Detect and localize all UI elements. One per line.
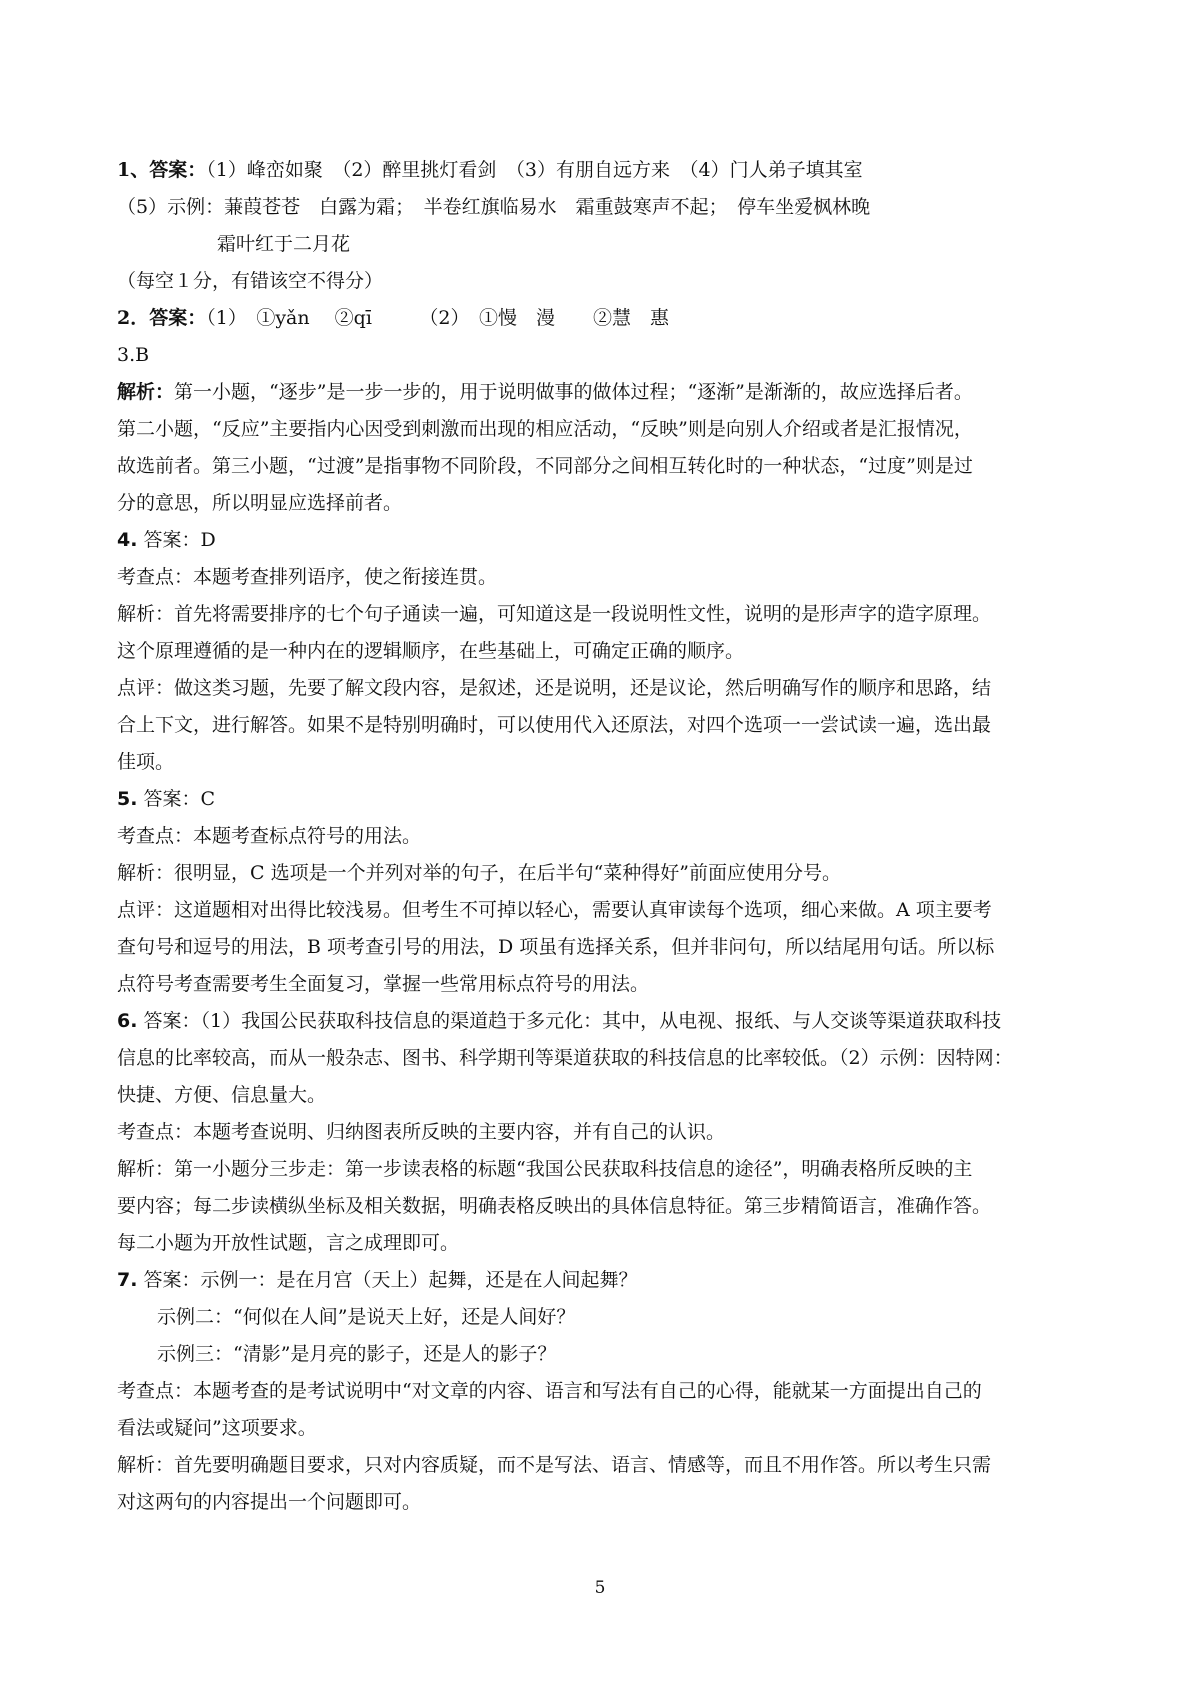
q3-analysis-line-3: 故选前者。第三小题，“过渡”是指事物不同阶段，不同部分之间相互转化时的一种状态，“过度”则是过 <box>117 455 973 477</box>
q7-line-2: 看法或疑问”这项要求。 <box>117 1417 317 1439</box>
q6-line-2: 快捷、方便、信息量大。 <box>117 1084 327 1106</box>
q4-line-3: 这个原理遵循的是一种内在的逻辑顺序，在些基础上，可确定正确的顺序。 <box>117 640 745 662</box>
q6-line-6: 每二小题为开放性试题，言之成理即可。 <box>117 1232 460 1254</box>
q6-line-1: 信息的比率较高，而从一般杂志、图书、科学期刊等渠道获取的科技信息的比率较低。（2）示例：因特网： <box>117 1047 1013 1069</box>
q1-line-3: 霜叶红于二月花 <box>217 233 351 255</box>
q7-example-2: 示例二：“何似在人间”是说天上好，还是人间好？ <box>157 1306 576 1328</box>
q7-line-4: 对这两句的内容提出一个问题即可。 <box>117 1491 422 1513</box>
q1-label: 1、答案： <box>117 159 207 181</box>
q3-answer: 3.B <box>117 344 150 366</box>
q4-answer <box>117 522 1097 559</box>
q3-analysis-label: 解析： <box>117 381 175 403</box>
q4-line-1: 考查点：本题考查排列语序，使之衔接连贯。 <box>117 566 498 588</box>
q1-line-2: （5）示例：蒹葭苍苍 白露为霜； 半卷红旗临易水 霜重鼓寒声不起； 停车坐爱枫林晚 <box>117 196 871 218</box>
q4-answer-text: 答案：D <box>137 529 216 551</box>
answer-content <box>117 152 1097 1521</box>
q5-answer <box>117 781 1097 818</box>
q6-line-4: 解析：第一小题分三步走：第一步读表格的标题“我国公民获取科技信息的途径”，明确表格所反映的主 <box>117 1158 973 1180</box>
q6-answer <box>117 1003 1097 1040</box>
q5-line-2: 解析：很明显，C 选项是一个并列对举的句子，在后半句“菜种得好”前面应使用分号。 <box>117 862 842 884</box>
q1-answers: （1）峰峦如聚 （2）醉里挑灯看剑 （3）有朋自远方来 （4）门人弟子填其室 <box>206 159 863 181</box>
q3-analysis-line-4: 分的意思，所以明显应选择前者。 <box>117 492 403 514</box>
q7-answer <box>117 1262 1097 1299</box>
q5-number: 5. <box>117 788 138 810</box>
q4-line-6: 佳项。 <box>117 751 175 773</box>
q3-analysis-line-2: 第二小题，“反应”主要指内心因受到刺激而出现的相应活动，“反映”则是向别人介绍或者是汇报情况， <box>117 418 973 440</box>
page-number: 5 <box>594 1578 606 1598</box>
q7-line-3: 解析：首先要明确题目要求，只对内容质疑，而不是写法、语言、情感等，而且不用作答。所以考生只需 <box>117 1454 992 1476</box>
q6-line-3: 考查点：本题考查说明、归纳图表所反映的主要内容，并有自己的认识。 <box>117 1121 726 1143</box>
q6-answer-text: 答案：（1）我国公民获取科技信息的渠道趋于多元化：其中，从电视、报纸、与人交谈等渠道获取科技 <box>137 1010 1002 1032</box>
q7-number: 7. <box>117 1269 138 1291</box>
q4-number: 4. <box>117 529 138 551</box>
q2-line <box>117 300 1097 337</box>
q2-answers: （1） ①yǎn ②qī （2） ①慢 漫 ②慧 惠 <box>206 307 669 329</box>
q3-analysis-line-1 <box>117 374 1097 411</box>
q6-number: 6. <box>117 1010 138 1032</box>
q4-line-2: 解析：首先将需要排序的七个句子通读一遍，可知道这是一段说明性文性，说明的是形声字的造字原理。 <box>117 603 992 625</box>
q5-line-5: 点符号考查需要考生全面复习，掌握一些常用标点符号的用法。 <box>117 973 650 995</box>
q7-answer-text: 答案：示例一：是在月宫（天上）起舞，还是在人间起舞？ <box>137 1269 638 1291</box>
q6-line-5: 要内容；每二步读横纵坐标及相关数据，明确表格反映出的具体信息特征。第三步精简语言，准确作答。 <box>117 1195 992 1217</box>
q7-line-1: 考查点：本题考查的是考试说明中“对文章的内容、语言和写法有自己的心得，能就某一方面提出自己的 <box>117 1380 982 1402</box>
q5-line-1: 考查点：本题考查标点符号的用法。 <box>117 825 422 847</box>
q4-line-5: 合上下文，进行解答。如果不是特别明确时，可以使用代入还原法，对四个选项一一尝试读一遍，选出最 <box>117 714 992 736</box>
q2-label: 2．答案： <box>117 307 207 329</box>
q4-line-4: 点评：做这类习题，先要了解文段内容，是叙述，还是说明，还是议论，然后明确写作的顺序和思路，结 <box>117 677 992 699</box>
q5-answer-text: 答案：C <box>137 788 216 810</box>
q1-scoring-note: （每空１分，有错该空不得分） <box>117 270 384 292</box>
q7-example-3: 示例三：“清影”是月亮的影子，还是人的影子？ <box>157 1343 557 1365</box>
q5-line-4: 查句号和逗号的用法，B 项考查引号的用法，D 项虽有选择关系，但并非问句，所以结尾用句话。所以标 <box>117 936 995 958</box>
q1-line-1 <box>117 152 1097 189</box>
q3-analysis-text: 第一小题，“逐步”是一步一步的，用于说明做事的做体过程；“逐渐”是渐渐的，故应选择后者。 <box>174 381 973 403</box>
q5-line-3: 点评：这道题相对出得比较浅易。但考生不可掉以轻心，需要认真审读每个选项，细心来做。A 项主要考 <box>117 899 992 921</box>
